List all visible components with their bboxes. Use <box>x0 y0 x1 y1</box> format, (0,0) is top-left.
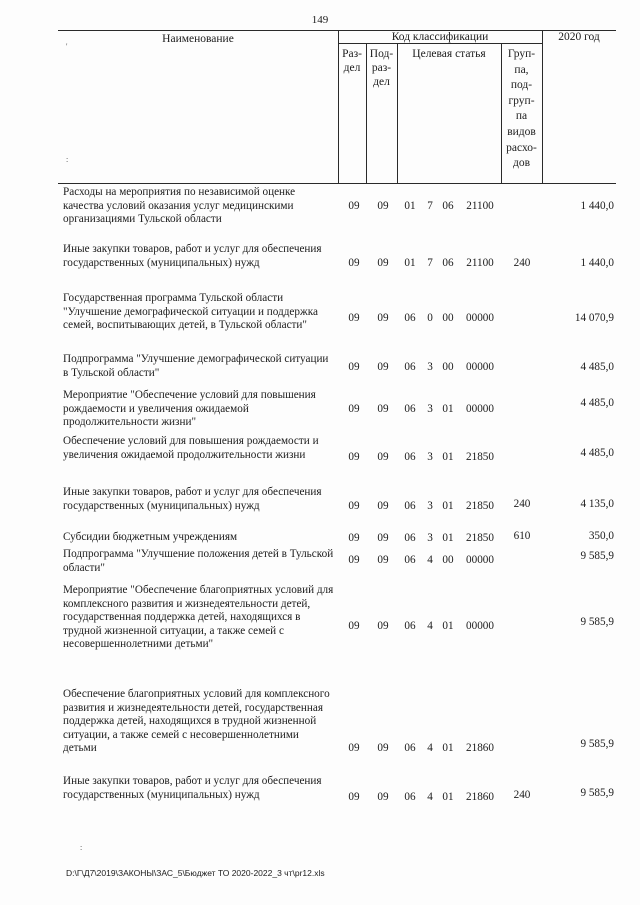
row-code: 00000 <box>466 312 494 324</box>
row-podrazdel: 09 <box>377 451 389 463</box>
row-amount: 4 485,0 <box>580 361 614 373</box>
row-subprogram: 3 <box>427 403 433 415</box>
row-name: Расходы на мероприятия по независимой оценке качества условий оказания услуг медицинскими организациями Тульской области <box>63 186 296 226</box>
row-podrazdel: 09 <box>377 791 389 803</box>
row-razdel: 09 <box>348 791 360 803</box>
row-amount: 4 485,0 <box>580 397 614 409</box>
row-type: 240 <box>513 789 531 801</box>
row-amount: 9 585,9 <box>580 787 614 799</box>
page-number: 149 <box>311 14 329 26</box>
row-razdel: 09 <box>348 312 360 324</box>
row-program: 06 <box>404 791 416 803</box>
row-program: 06 <box>404 500 416 512</box>
scan-speck: ' <box>66 42 68 51</box>
row-subprogram: 4 <box>427 742 433 754</box>
row-name: Иные закупки товаров, работ и услуг для обеспечения государственных (муниципальных) нужд <box>63 775 322 801</box>
row-subprogram: 4 <box>427 620 433 632</box>
row-name: Мероприятие "Обеспечение условий для повышения рождаемости и увеличения ожидаемой продолжительности жизни" <box>63 389 316 429</box>
row-subprogram: 0 <box>427 312 433 324</box>
row-subprogram: 3 <box>427 500 433 512</box>
row-code: 00000 <box>466 403 494 415</box>
row-code: 21100 <box>466 200 494 212</box>
row-name: Обеспечение благоприятных условий для комплексного развития и жизнедеятельности детей, государственная поддержка детей, находящихся в трудной жизненной ситуации, а также семей с несовершеннолетними детьми <box>63 688 330 755</box>
header-group: Груп- па, под- груп- па видов расхо- дов <box>506 48 537 170</box>
row-program: 01 <box>404 200 416 212</box>
row-program: 06 <box>404 361 416 373</box>
row-podrazdel: 09 <box>377 742 389 754</box>
row-podrazdel: 09 <box>377 532 389 544</box>
file-path-footer: D:\Г\Д7\2019\ЗАКОНЫ\ЗАС_5\Бюджет ТО 2020-2022_3 чт\pr12.xls <box>66 868 325 878</box>
row-code: 21100 <box>466 257 494 269</box>
row-measure: 01 <box>442 791 454 803</box>
row-name: Подпрограмма "Улучшение положения детей в Тульской области" <box>63 548 334 574</box>
row-code: 21850 <box>466 451 494 463</box>
row-amount: 14 070,9 <box>574 312 614 324</box>
scan-speck: : <box>80 843 83 852</box>
row-amount: 1 440,0 <box>580 200 614 212</box>
row-code: 00000 <box>466 554 494 566</box>
row-amount: 9 585,9 <box>580 550 614 562</box>
row-measure: 06 <box>442 200 454 212</box>
row-amount: 9 585,9 <box>580 616 614 628</box>
row-type: 610 <box>513 530 531 542</box>
row-code: 21850 <box>466 532 494 544</box>
row-measure: 01 <box>442 742 454 754</box>
row-program: 06 <box>404 554 416 566</box>
row-subprogram: 7 <box>427 200 433 212</box>
header-year: 2020 год <box>558 31 600 43</box>
row-subprogram: 4 <box>427 554 433 566</box>
row-name: Иные закупки товаров, работ и услуг для обеспечения государственных (муниципальных) нужд <box>63 243 322 269</box>
row-measure: 01 <box>442 532 454 544</box>
row-podrazdel: 09 <box>377 361 389 373</box>
header-v-3 <box>397 43 398 184</box>
row-amount: 1 440,0 <box>580 257 614 269</box>
row-razdel: 09 <box>348 403 360 415</box>
row-measure: 00 <box>442 312 454 324</box>
row-program: 06 <box>404 532 416 544</box>
row-amount: 4 485,0 <box>580 447 614 459</box>
row-subprogram: 3 <box>427 451 433 463</box>
row-subprogram: 3 <box>427 361 433 373</box>
row-razdel: 09 <box>348 742 360 754</box>
row-podrazdel: 09 <box>377 554 389 566</box>
row-measure: 00 <box>442 554 454 566</box>
row-measure: 06 <box>442 257 454 269</box>
row-program: 06 <box>404 312 416 324</box>
row-code: 21860 <box>466 791 494 803</box>
header-name: Наименование <box>162 33 234 45</box>
row-razdel: 09 <box>348 554 360 566</box>
row-program: 06 <box>404 403 416 415</box>
row-measure: 00 <box>442 361 454 373</box>
row-name: Государственная программа Тульской области "Улучшение демографической ситуации и поддержка семей, воспитывающих детей, в Тульской области" <box>63 292 318 332</box>
row-name: Обеспечение условий для повышения рождаемости и увеличения ожидаемой продолжительности жизни <box>63 435 319 461</box>
header-v-5 <box>542 30 543 184</box>
row-program: 06 <box>404 620 416 632</box>
row-program: 06 <box>404 742 416 754</box>
row-podrazdel: 09 <box>377 500 389 512</box>
row-subprogram: 7 <box>427 257 433 269</box>
row-podrazdel: 09 <box>377 257 389 269</box>
row-measure: 01 <box>442 500 454 512</box>
scan-speck: : <box>66 155 69 164</box>
header-target: Целевая статья <box>412 48 486 60</box>
row-name: Иные закупки товаров, работ и услуг для обеспечения государственных (муниципальных) нужд <box>63 486 322 512</box>
row-type: 240 <box>513 257 531 269</box>
row-amount: 4 135,0 <box>580 498 614 510</box>
row-program: 01 <box>404 257 416 269</box>
row-razdel: 09 <box>348 200 360 212</box>
row-code: 21860 <box>466 742 494 754</box>
row-podrazdel: 09 <box>377 200 389 212</box>
row-name: Мероприятие "Обеспечение благоприятных условий для комплексного развития и жизнедеятельности детей, государственная поддержка детей, находящихся в трудной жизненной ситуации, а также семей с несовершеннолетними детьми" <box>63 584 334 651</box>
row-razdel: 09 <box>348 451 360 463</box>
row-code: 21850 <box>466 500 494 512</box>
row-code: 00000 <box>466 620 494 632</box>
row-razdel: 09 <box>348 532 360 544</box>
row-podrazdel: 09 <box>377 620 389 632</box>
row-amount: 9 585,9 <box>580 738 614 750</box>
row-razdel: 09 <box>348 257 360 269</box>
row-podrazdel: 09 <box>377 403 389 415</box>
row-code: 00000 <box>466 361 494 373</box>
row-subprogram: 3 <box>427 532 433 544</box>
row-razdel: 09 <box>348 620 360 632</box>
row-subprogram: 4 <box>427 791 433 803</box>
row-podrazdel: 09 <box>377 312 389 324</box>
row-razdel: 09 <box>348 361 360 373</box>
row-type: 240 <box>513 498 531 510</box>
header-razdel: Раз- дел <box>342 48 362 74</box>
row-razdel: 09 <box>348 500 360 512</box>
header-bottom-line <box>58 183 616 184</box>
header-podrazdel: Под- раз- дел <box>369 48 394 88</box>
row-measure: 01 <box>442 451 454 463</box>
row-program: 06 <box>404 451 416 463</box>
row-amount: 350,0 <box>588 530 614 542</box>
row-measure: 01 <box>442 620 454 632</box>
row-name: Подпрограмма "Улучшение демографической ситуации в Тульской области" <box>63 353 329 379</box>
row-measure: 01 <box>442 403 454 415</box>
header-classification: Код классификации <box>391 31 489 43</box>
row-name: Субсидии бюджетным учреждениям <box>63 531 238 543</box>
